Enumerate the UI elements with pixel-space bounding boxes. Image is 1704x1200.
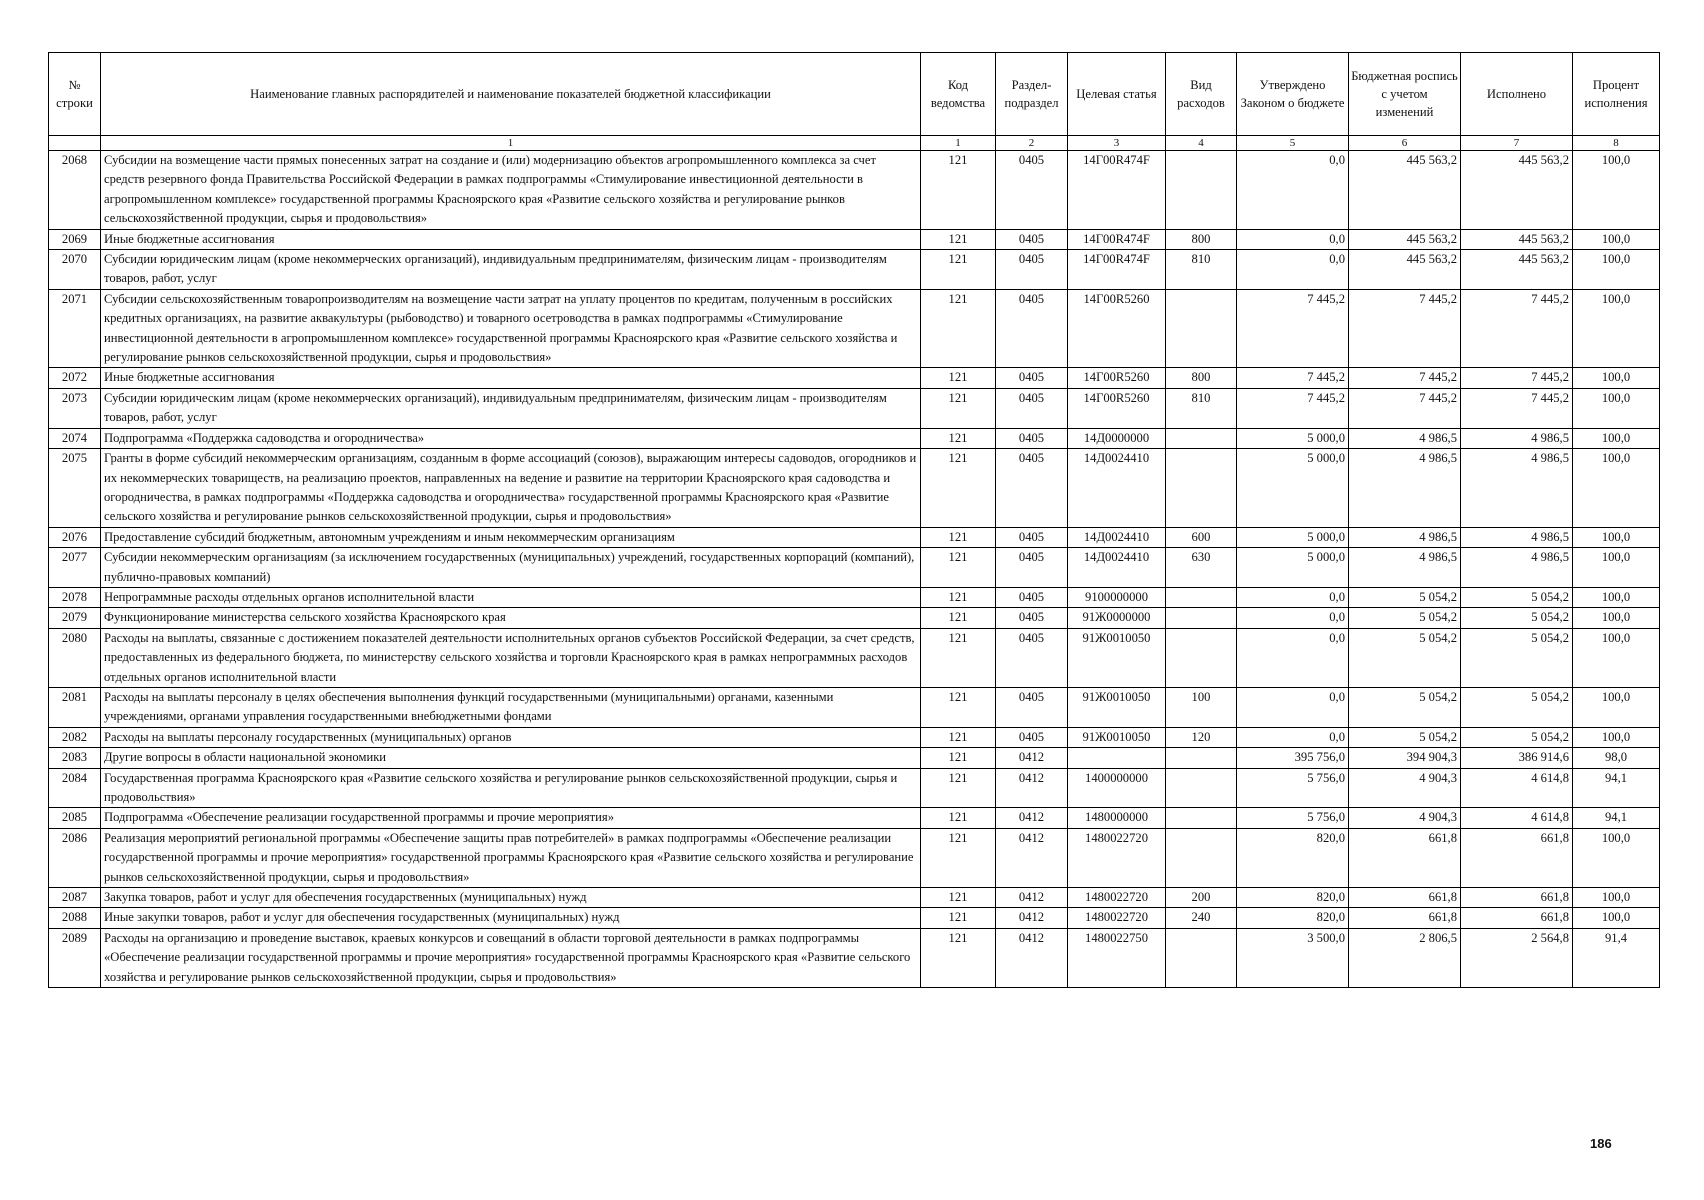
executed-amount: 4 986,5 xyxy=(1461,527,1573,547)
table-row xyxy=(49,748,1660,768)
section-code: 0405 xyxy=(996,151,1068,230)
expense-type-code xyxy=(1166,628,1237,687)
execution-percent: 100,0 xyxy=(1573,908,1660,928)
table-row xyxy=(49,727,1660,747)
row-number: 2072 xyxy=(49,368,101,388)
schedule-amount: 445 563,2 xyxy=(1349,250,1461,290)
row-name: Иные бюджетные ассигнования xyxy=(101,229,921,249)
execution-percent: 100,0 xyxy=(1573,151,1660,230)
row-number: 2077 xyxy=(49,548,101,588)
execution-percent: 94,1 xyxy=(1573,768,1660,808)
row-number: 2068 xyxy=(49,151,101,230)
table-row xyxy=(49,828,1660,887)
row-number: 2082 xyxy=(49,727,101,747)
approved-amount: 5 000,0 xyxy=(1237,527,1349,547)
table-row xyxy=(49,428,1660,448)
table-row xyxy=(49,628,1660,687)
execution-percent: 100,0 xyxy=(1573,888,1660,908)
section-code: 0405 xyxy=(996,727,1068,747)
department-code: 121 xyxy=(921,250,996,290)
executed-amount: 7 445,2 xyxy=(1461,289,1573,368)
target-item-code: 91Ж0010050 xyxy=(1068,687,1166,727)
schedule-amount: 661,8 xyxy=(1349,908,1461,928)
expense-type-code xyxy=(1166,289,1237,368)
expense-type-code: 200 xyxy=(1166,888,1237,908)
row-number: 2074 xyxy=(49,428,101,448)
approved-amount: 5 000,0 xyxy=(1237,428,1349,448)
target-item-code xyxy=(1068,748,1166,768)
schedule-amount: 5 054,2 xyxy=(1349,608,1461,628)
expense-type-code: 800 xyxy=(1166,229,1237,249)
target-item-code: 14Д0024410 xyxy=(1068,449,1166,528)
target-item-code: 14Д0024410 xyxy=(1068,548,1166,588)
department-code: 121 xyxy=(921,768,996,808)
header-row-number: № строки xyxy=(49,53,101,136)
executed-amount: 661,8 xyxy=(1461,828,1573,887)
executed-amount: 445 563,2 xyxy=(1461,250,1573,290)
row-number: 2087 xyxy=(49,888,101,908)
department-code: 121 xyxy=(921,808,996,828)
schedule-amount: 5 054,2 xyxy=(1349,687,1461,727)
table-row xyxy=(49,908,1660,928)
header-row xyxy=(49,53,1660,136)
row-name: Непрограммные расходы отдельных органов исполнительной власти xyxy=(101,587,921,607)
department-code: 121 xyxy=(921,888,996,908)
executed-amount: 4 986,5 xyxy=(1461,449,1573,528)
expense-type-code: 600 xyxy=(1166,527,1237,547)
executed-amount: 4 614,8 xyxy=(1461,808,1573,828)
section-code: 0412 xyxy=(996,888,1068,908)
row-number: 2080 xyxy=(49,628,101,687)
row-number: 2070 xyxy=(49,250,101,290)
execution-percent: 100,0 xyxy=(1573,587,1660,607)
approved-amount: 5 756,0 xyxy=(1237,768,1349,808)
executed-amount: 5 054,2 xyxy=(1461,727,1573,747)
table-row xyxy=(49,449,1660,528)
row-name: Другие вопросы в области национальной экономики xyxy=(101,748,921,768)
execution-percent: 100,0 xyxy=(1573,229,1660,249)
header-department-code: Код ведомства xyxy=(921,53,996,136)
department-code: 121 xyxy=(921,908,996,928)
row-name: Иные закупки товаров, работ и услуг для обеспечения государственных (муниципальных) нужд xyxy=(101,908,921,928)
executed-amount: 4 986,5 xyxy=(1461,428,1573,448)
target-item-code: 1480000000 xyxy=(1068,808,1166,828)
target-item-code: 1400000000 xyxy=(1068,768,1166,808)
approved-amount: 7 445,2 xyxy=(1237,289,1349,368)
budget-table xyxy=(48,52,1660,988)
department-code: 121 xyxy=(921,388,996,428)
department-code: 121 xyxy=(921,449,996,528)
department-code: 121 xyxy=(921,527,996,547)
section-code: 0412 xyxy=(996,768,1068,808)
executed-amount: 445 563,2 xyxy=(1461,151,1573,230)
approved-amount: 395 756,0 xyxy=(1237,748,1349,768)
expense-type-code: 810 xyxy=(1166,388,1237,428)
schedule-amount: 661,8 xyxy=(1349,888,1461,908)
section-code: 0405 xyxy=(996,527,1068,547)
executed-amount: 5 054,2 xyxy=(1461,687,1573,727)
expense-type-code xyxy=(1166,828,1237,887)
expense-type-code xyxy=(1166,768,1237,808)
column-number: 3 xyxy=(1068,136,1166,151)
row-name: Закупка товаров, работ и услуг для обеспечения государственных (муниципальных) нужд xyxy=(101,888,921,908)
row-name: Подпрограмма «Обеспечение реализации государственной программы и прочие мероприятия» xyxy=(101,808,921,828)
table-row xyxy=(49,808,1660,828)
expense-type-code xyxy=(1166,808,1237,828)
row-name: Субсидии сельскохозяйственным товаропроизводителям на возмещение части затрат на уплату процентов по кредитам, полученным в российских кредитных организациях, на развитие аквакультуры (рыбоводство) и товарного осетроводства в рамках подпрограммы «Стимулирование инвестиционной деятельности в агропромышленном комплексе» государственной программы Красноярского края «Развитие сельского хозяйства и регулирование рынков сельскохозяйственной продукции, сырья и продовольствия» xyxy=(101,289,921,368)
target-item-code: 14Д0000000 xyxy=(1068,428,1166,448)
target-item-code: 14Г00R474F xyxy=(1068,151,1166,230)
expense-type-code: 810 xyxy=(1166,250,1237,290)
executed-amount: 445 563,2 xyxy=(1461,229,1573,249)
approved-amount: 0,0 xyxy=(1237,151,1349,230)
expense-type-code xyxy=(1166,428,1237,448)
schedule-amount: 4 986,5 xyxy=(1349,449,1461,528)
approved-amount: 0,0 xyxy=(1237,687,1349,727)
execution-percent: 100,0 xyxy=(1573,428,1660,448)
approved-amount: 5 000,0 xyxy=(1237,548,1349,588)
target-item-code: 1480022720 xyxy=(1068,888,1166,908)
target-item-code: 14Г00R5260 xyxy=(1068,289,1166,368)
approved-amount: 7 445,2 xyxy=(1237,368,1349,388)
table-row xyxy=(49,928,1660,987)
department-code: 121 xyxy=(921,608,996,628)
executed-amount: 4 614,8 xyxy=(1461,768,1573,808)
department-code: 121 xyxy=(921,748,996,768)
row-name: Субсидии некоммерческим организациям (за исключением государственных (муниципальных) учреждений, государственных корпораций (компаний), публично-правовых компаний) xyxy=(101,548,921,588)
schedule-amount: 5 054,2 xyxy=(1349,587,1461,607)
execution-percent: 100,0 xyxy=(1573,727,1660,747)
schedule-amount: 7 445,2 xyxy=(1349,388,1461,428)
row-number: 2086 xyxy=(49,828,101,887)
table-row xyxy=(49,388,1660,428)
schedule-amount: 445 563,2 xyxy=(1349,151,1461,230)
department-code: 121 xyxy=(921,151,996,230)
target-item-code: 14Д0024410 xyxy=(1068,527,1166,547)
target-item-code: 1480022720 xyxy=(1068,908,1166,928)
header-executed: Исполнено xyxy=(1461,53,1573,136)
row-name: Гранты в форме субсидий некоммерческим организациям, созданным в форме ассоциаций (союзов), выражающим интересы садоводов, огородников и их некоммерческих товариществ, на реализацию проектов, направленных на ведение и развитие на территории Красноярского края садоводства и огородничества, в рамках подпрограммы «Поддержка садоводства и огородничества» государственной программы Красноярского края «Развитие сельского хозяйства и регулирование рынков сельскохозяйственной продукции, сырья и продовольствия» xyxy=(101,449,921,528)
table-row xyxy=(49,368,1660,388)
row-name: Субсидии юридическим лицам (кроме некоммерческих организаций), индивидуальным предпринимателям, физическим лицам - производителям товаров, работ, услуг xyxy=(101,250,921,290)
expense-type-code xyxy=(1166,587,1237,607)
header-section: Раздел-подраздел xyxy=(996,53,1068,136)
target-item-code: 1480022720 xyxy=(1068,828,1166,887)
section-code: 0412 xyxy=(996,908,1068,928)
approved-amount: 0,0 xyxy=(1237,250,1349,290)
header-expense-type: Вид расходов xyxy=(1166,53,1237,136)
section-code: 0405 xyxy=(996,388,1068,428)
schedule-amount: 394 904,3 xyxy=(1349,748,1461,768)
execution-percent: 100,0 xyxy=(1573,250,1660,290)
expense-type-code: 800 xyxy=(1166,368,1237,388)
schedule-amount: 4 904,3 xyxy=(1349,808,1461,828)
section-code: 0405 xyxy=(996,289,1068,368)
approved-amount: 820,0 xyxy=(1237,828,1349,887)
department-code: 121 xyxy=(921,628,996,687)
row-number: 2084 xyxy=(49,768,101,808)
row-number: 2076 xyxy=(49,527,101,547)
schedule-amount: 661,8 xyxy=(1349,828,1461,887)
row-name: Расходы на выплаты, связанные с достижением показателей деятельности исполнительных органов субъектов Российской Федерации, за счет средств, предоставленных из федерального бюджета, по министерству сельского хозяйства и торговли Красноярского края в рамках непрограммных расходов отдельных органов исполнительной власти xyxy=(101,628,921,687)
column-number: 8 xyxy=(1573,136,1660,151)
department-code: 121 xyxy=(921,687,996,727)
row-name: Субсидии на возмещение части прямых понесенных затрат на создание и (или) модернизацию объектов агропромышленного комплекса за счет средств резервного фонда Правительства Российской Федерации в рамках подпрограммы «Стимулирование инвестиционной деятельности в агропромышленном комплексе» государственной программы Красноярского края «Развитие сельского хозяйства и регулирование рынков сельскохозяйственной продукции, сырья и продовольствия» xyxy=(101,151,921,230)
column-number: 2 xyxy=(996,136,1068,151)
table-row xyxy=(49,587,1660,607)
execution-percent: 100,0 xyxy=(1573,368,1660,388)
approved-amount: 820,0 xyxy=(1237,908,1349,928)
schedule-amount: 5 054,2 xyxy=(1349,628,1461,687)
target-item-code: 14Г00R474F xyxy=(1068,229,1166,249)
header-approved: Утверждено Законом о бюджете xyxy=(1237,53,1349,136)
row-number: 2078 xyxy=(49,587,101,607)
schedule-amount: 4 904,3 xyxy=(1349,768,1461,808)
target-item-code: 1480022750 xyxy=(1068,928,1166,987)
row-number: 2085 xyxy=(49,808,101,828)
schedule-amount: 5 054,2 xyxy=(1349,727,1461,747)
execution-percent: 98,0 xyxy=(1573,748,1660,768)
section-code: 0405 xyxy=(996,608,1068,628)
expense-type-code xyxy=(1166,748,1237,768)
executed-amount: 2 564,8 xyxy=(1461,928,1573,987)
execution-percent: 100,0 xyxy=(1573,687,1660,727)
row-number: 2071 xyxy=(49,289,101,368)
section-code: 0405 xyxy=(996,428,1068,448)
department-code: 121 xyxy=(921,828,996,887)
executed-amount: 5 054,2 xyxy=(1461,608,1573,628)
expense-type-code xyxy=(1166,151,1237,230)
section-code: 0405 xyxy=(996,587,1068,607)
row-number: 2081 xyxy=(49,687,101,727)
section-code: 0405 xyxy=(996,687,1068,727)
execution-percent: 100,0 xyxy=(1573,828,1660,887)
table-row xyxy=(49,527,1660,547)
table-body xyxy=(49,151,1660,988)
execution-percent: 100,0 xyxy=(1573,449,1660,528)
approved-amount: 0,0 xyxy=(1237,229,1349,249)
row-number: 2079 xyxy=(49,608,101,628)
row-number: 2083 xyxy=(49,748,101,768)
target-item-code: 14Г00R5260 xyxy=(1068,368,1166,388)
expense-type-code xyxy=(1166,928,1237,987)
section-code: 0405 xyxy=(996,250,1068,290)
execution-percent: 100,0 xyxy=(1573,289,1660,368)
section-code: 0405 xyxy=(996,449,1068,528)
section-code: 0412 xyxy=(996,928,1068,987)
header-target-item: Целевая статья xyxy=(1068,53,1166,136)
target-item-code: 91Ж0010050 xyxy=(1068,727,1166,747)
executed-amount: 7 445,2 xyxy=(1461,368,1573,388)
expense-type-code: 120 xyxy=(1166,727,1237,747)
department-code: 121 xyxy=(921,289,996,368)
row-number: 2089 xyxy=(49,928,101,987)
executed-amount: 661,8 xyxy=(1461,908,1573,928)
row-name: Расходы на выплаты персоналу государственных (муниципальных) органов xyxy=(101,727,921,747)
schedule-amount: 2 806,5 xyxy=(1349,928,1461,987)
row-name: Подпрограмма «Поддержка садоводства и огородничества» xyxy=(101,428,921,448)
schedule-amount: 7 445,2 xyxy=(1349,368,1461,388)
expense-type-code: 100 xyxy=(1166,687,1237,727)
section-code: 0405 xyxy=(996,628,1068,687)
row-name: Государственная программа Красноярского края «Развитие сельского хозяйства и регулирование рынков сельскохозяйственной продукции, сырья и продовольствия» xyxy=(101,768,921,808)
target-item-code: 14Г00R474F xyxy=(1068,250,1166,290)
execution-percent: 100,0 xyxy=(1573,608,1660,628)
section-code: 0405 xyxy=(996,368,1068,388)
row-name: Реализация мероприятий региональной программы «Обеспечение защиты прав потребителей» в рамках подпрограммы «Обеспечение реализации государственной программы и прочие мероприятия» государственной программы Красноярского края «Развитие сельского хозяйства и регулирование рынков сельскохозяйственной продукции, сырья и продовольствия» xyxy=(101,828,921,887)
executed-amount: 5 054,2 xyxy=(1461,587,1573,607)
department-code: 121 xyxy=(921,587,996,607)
executed-amount: 386 914,6 xyxy=(1461,748,1573,768)
column-number: 6 xyxy=(1349,136,1461,151)
expense-type-code xyxy=(1166,449,1237,528)
schedule-amount: 4 986,5 xyxy=(1349,428,1461,448)
approved-amount: 7 445,2 xyxy=(1237,388,1349,428)
table-row xyxy=(49,229,1660,249)
schedule-amount: 445 563,2 xyxy=(1349,229,1461,249)
execution-percent: 100,0 xyxy=(1573,527,1660,547)
executed-amount: 5 054,2 xyxy=(1461,628,1573,687)
section-code: 0412 xyxy=(996,748,1068,768)
column-number: 1 xyxy=(921,136,996,151)
executed-amount: 7 445,2 xyxy=(1461,388,1573,428)
table-row xyxy=(49,687,1660,727)
approved-amount: 0,0 xyxy=(1237,727,1349,747)
column-number: 1 xyxy=(101,136,921,151)
column-number-blank xyxy=(49,136,101,151)
execution-percent: 100,0 xyxy=(1573,628,1660,687)
page-number: 186 xyxy=(1590,1136,1612,1151)
row-name: Расходы на организацию и проведение выставок, краевых конкурсов и совещаний в области торговой деятельности в рамках подпрограммы «Обеспечение реализации государственной программы и прочие мероприятия» государственной программы Красноярского края «Развитие сельского хозяйства и регулирование рынков сельскохозяйственной продукции, сырья и продовольствия» xyxy=(101,928,921,987)
approved-amount: 820,0 xyxy=(1237,888,1349,908)
row-name: Функционирование министерства сельского хозяйства Красноярского края xyxy=(101,608,921,628)
row-number: 2075 xyxy=(49,449,101,528)
row-name: Предоставление субсидий бюджетным, автономным учреждениям и иным некоммерческим организациям xyxy=(101,527,921,547)
row-name: Иные бюджетные ассигнования xyxy=(101,368,921,388)
header-name: Наименование главных распорядителей и наименование показателей бюджетной классификации xyxy=(101,53,921,136)
row-name: Расходы на выплаты персоналу в целях обеспечения выполнения функций государственными (муниципальными) органами, казенными учреждениями, органами управления государственными внебюджетными фондами xyxy=(101,687,921,727)
table-row xyxy=(49,608,1660,628)
table-row xyxy=(49,548,1660,588)
executed-amount: 4 986,5 xyxy=(1461,548,1573,588)
approved-amount: 0,0 xyxy=(1237,628,1349,687)
target-item-code: 9100000000 xyxy=(1068,587,1166,607)
section-code: 0412 xyxy=(996,828,1068,887)
column-number: 7 xyxy=(1461,136,1573,151)
execution-percent: 100,0 xyxy=(1573,388,1660,428)
row-number: 2069 xyxy=(49,229,101,249)
expense-type-code xyxy=(1166,608,1237,628)
approved-amount: 0,0 xyxy=(1237,608,1349,628)
table-row xyxy=(49,151,1660,230)
table-row xyxy=(49,768,1660,808)
department-code: 121 xyxy=(921,368,996,388)
department-code: 121 xyxy=(921,229,996,249)
header-percent: Процент исполнения xyxy=(1573,53,1660,136)
executed-amount: 661,8 xyxy=(1461,888,1573,908)
department-code: 121 xyxy=(921,548,996,588)
row-number: 2073 xyxy=(49,388,101,428)
approved-amount: 5 000,0 xyxy=(1237,449,1349,528)
row-name: Субсидии юридическим лицам (кроме некоммерческих организаций), индивидуальным предпринимателям, физическим лицам - производителям товаров, работ, услуг xyxy=(101,388,921,428)
schedule-amount: 7 445,2 xyxy=(1349,289,1461,368)
header-budget-schedule: Бюджетная роспись с учетом изменений xyxy=(1349,53,1461,136)
section-code: 0405 xyxy=(996,548,1068,588)
schedule-amount: 4 986,5 xyxy=(1349,548,1461,588)
execution-percent: 91,4 xyxy=(1573,928,1660,987)
approved-amount: 3 500,0 xyxy=(1237,928,1349,987)
target-item-code: 91Ж0000000 xyxy=(1068,608,1166,628)
schedule-amount: 4 986,5 xyxy=(1349,527,1461,547)
target-item-code: 14Г00R5260 xyxy=(1068,388,1166,428)
department-code: 121 xyxy=(921,428,996,448)
execution-percent: 94,1 xyxy=(1573,808,1660,828)
column-number-row xyxy=(49,136,1660,151)
expense-type-code: 240 xyxy=(1166,908,1237,928)
column-number: 5 xyxy=(1237,136,1349,151)
section-code: 0412 xyxy=(996,808,1068,828)
execution-percent: 100,0 xyxy=(1573,548,1660,588)
department-code: 121 xyxy=(921,727,996,747)
section-code: 0405 xyxy=(996,229,1068,249)
approved-amount: 5 756,0 xyxy=(1237,808,1349,828)
expense-type-code: 630 xyxy=(1166,548,1237,588)
table-row xyxy=(49,250,1660,290)
approved-amount: 0,0 xyxy=(1237,587,1349,607)
row-number: 2088 xyxy=(49,908,101,928)
target-item-code: 91Ж0010050 xyxy=(1068,628,1166,687)
table-row xyxy=(49,289,1660,368)
table-row xyxy=(49,888,1660,908)
department-code: 121 xyxy=(921,928,996,987)
column-number: 4 xyxy=(1166,136,1237,151)
